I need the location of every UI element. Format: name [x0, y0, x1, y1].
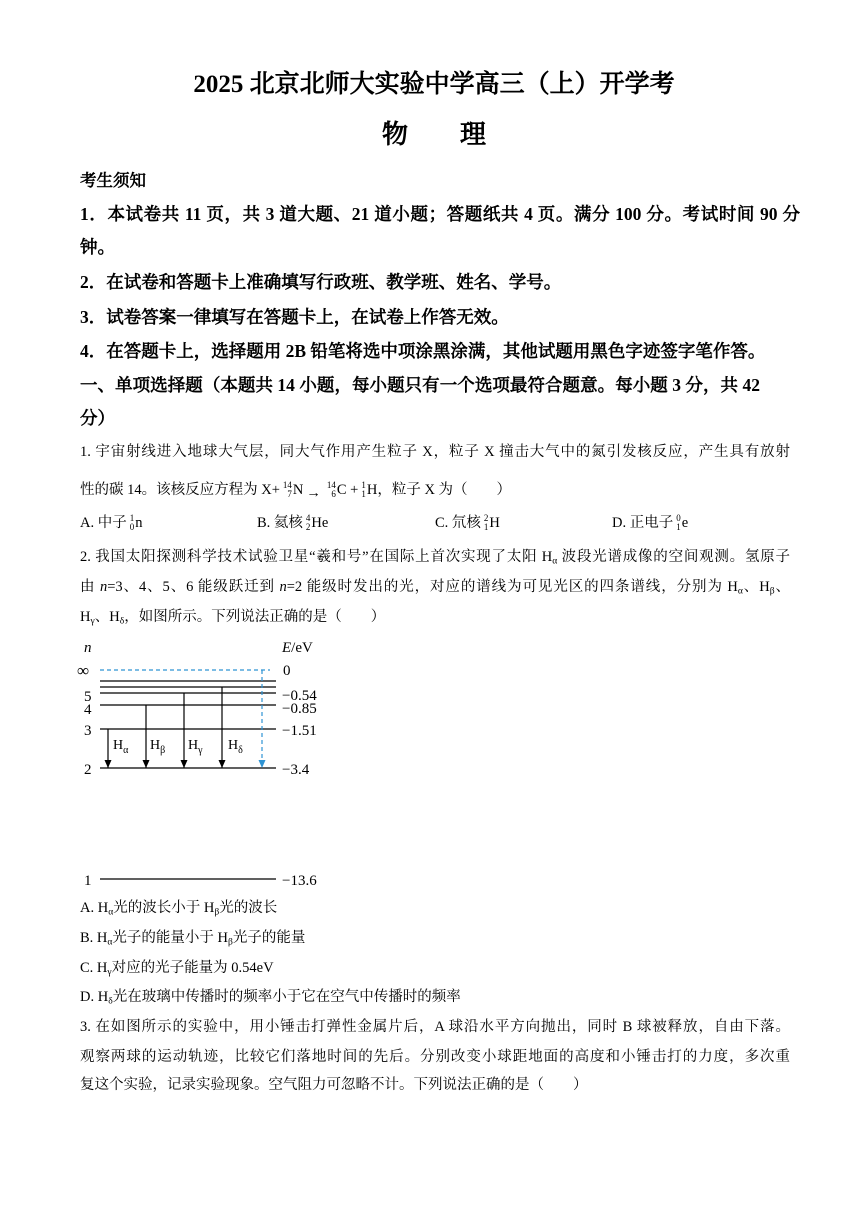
q2-stem-line-2	[80, 575, 790, 599]
level-label-2: 2	[84, 762, 92, 778]
q1-stem-line-2	[80, 478, 511, 502]
option-label: C. 氘核	[435, 515, 481, 531]
symbol-h: H	[759, 579, 770, 595]
symbol-h: H	[80, 609, 91, 625]
subscript: α	[108, 906, 114, 918]
notice-item-2: 2．在试卷和答题卡上准确填写行政班、教学班、姓名、学号。	[80, 272, 562, 292]
subscript: δ	[238, 745, 243, 756]
q3-stem-line-3: 复这个实验，记录实验现象。空气阻力可忽略不计。下列说法正确的是（ ）	[80, 1077, 588, 1093]
nuclide-numbers	[484, 514, 489, 532]
level-energy-4: −0.85	[282, 701, 317, 717]
stem-text: 、	[774, 579, 790, 595]
subscript: δ	[108, 995, 113, 1007]
level-energy-5: −0.54	[282, 688, 317, 704]
section-heading-continued: 分）	[80, 408, 115, 428]
q2-stem-line-1	[80, 545, 790, 569]
section-heading: 一、单项选择题（本题共 14 小题，每小题只有一个选项最符合题意。每小题 3 分，共 42	[80, 375, 760, 395]
symbol-h: H	[150, 738, 161, 753]
q1-option-c	[435, 511, 500, 535]
option-text: 光子的能量小于	[112, 930, 218, 946]
option-label: C.	[80, 960, 97, 976]
subscript: β	[160, 745, 166, 756]
nuclide-h1-numbers	[361, 481, 366, 499]
level-energy-infinity: 0	[283, 663, 291, 679]
option-label: D. 正电子	[612, 515, 674, 531]
option-text: 光子的能量	[232, 930, 306, 946]
stem-text: 2. 我国太阳探测科学技术试验卫星“羲和号”在国际上首次实现了太阳	[80, 549, 542, 565]
q1-option-b	[257, 511, 328, 535]
stem-text: =2 能级时发出的光，对应的谱线为可见光区的四条谱线，分别为	[286, 579, 728, 595]
notice-item-1-continued: 钟。	[80, 237, 115, 257]
q1-option-a	[80, 511, 142, 535]
transition-label-alpha	[113, 738, 129, 756]
transition-label-beta	[150, 738, 165, 756]
symbol-h: H	[96, 960, 108, 976]
q1-stem-text: 性的碳 14。该核反应方程为 X+	[80, 482, 280, 498]
nuclide-numbers	[130, 514, 135, 532]
level-label-5: 5	[84, 689, 92, 705]
nuclide-numbers	[676, 514, 681, 532]
axis-label-n: n	[84, 640, 92, 656]
nuclide-n14-numbers	[283, 481, 292, 499]
symbol-h: H	[727, 579, 738, 595]
notice-item-1: 1．本试卷共 11 页，共 3 道大题、21 道小题；答题纸共 4 页。满分 100 分。考试时间 90 分	[80, 204, 800, 224]
mass-number: 14	[326, 480, 336, 491]
energy-unit: /eV	[291, 640, 313, 656]
atomic-number: 2	[305, 522, 311, 532]
atomic-number: 7	[287, 489, 292, 499]
symbol-h: H	[113, 738, 124, 753]
atomic-number: 1	[361, 489, 366, 499]
subject-title: 物 理	[381, 120, 486, 149]
option-text: 光的波长小于	[113, 900, 204, 916]
subscript: α	[123, 745, 129, 756]
nuclide-symbol: N	[292, 482, 304, 498]
notice-item-4: 4．在答题卡上，选择题用 2B 铅笔将选中项涂黑涂满，其他试题用黑色字迹签字笔作答。	[80, 341, 766, 361]
variable-n: n	[99, 579, 108, 595]
q3-stem-line-1: 3. 在如图所示的实验中，用小锤击打弹性金属片后，A 球沿水平方向抛出，同时 B 球被释放，自由下落。	[80, 1019, 790, 1035]
option-text: 光的波长	[219, 900, 278, 916]
option-label: A. 中子	[80, 515, 127, 531]
level-energy-1: −13.6	[282, 873, 317, 889]
symbol-h: H	[188, 738, 199, 753]
nuclide-symbol: C	[336, 482, 347, 498]
q2-option-c	[80, 956, 274, 980]
level-label-1: 1	[84, 873, 92, 889]
energy-variable: E	[282, 640, 292, 656]
option-label: B.	[80, 930, 97, 946]
level-label-infinity: ∞	[77, 661, 90, 680]
option-label: D.	[80, 989, 98, 1005]
symbol-h: H	[228, 738, 239, 753]
q3-stem-line-2: 观察两球的运动轨迹，比较它们落地时间的先后。分别改变小球距地面的高度和小锤击打的力度，多次重	[80, 1049, 790, 1065]
symbol-h: H	[97, 989, 109, 1005]
q1-stem-text-end: ，粒子 X 为（ ）	[377, 482, 512, 498]
nuclide-symbol: n	[135, 515, 143, 531]
atomic-number: 1	[676, 522, 681, 532]
transition-label-delta	[228, 738, 243, 756]
symbol-h: H	[203, 900, 215, 916]
subscript: γ	[90, 615, 95, 627]
option-text: 光在玻璃中传播时的频率小于它在空气中传播时的频率	[112, 989, 461, 1005]
subscript: β	[214, 906, 220, 918]
subscript: α	[107, 936, 113, 948]
symbol-h: H	[96, 930, 108, 946]
variable-n: n	[279, 579, 287, 595]
stem-text: 、	[94, 609, 110, 625]
nuclide-numbers	[306, 514, 311, 532]
stem-text: =3、4、5、6 能级跃迁到	[107, 579, 280, 595]
stem-text: 波段光谱成像的空间观测。氢原子	[557, 549, 790, 565]
option-label: A.	[80, 900, 98, 916]
q2-option-a	[80, 896, 277, 920]
nuclide-c14-numbers	[327, 481, 336, 499]
energy-level-diagram	[60, 630, 340, 895]
subscript: β	[228, 936, 233, 948]
mass-number: 14	[282, 480, 292, 491]
subscript: α	[552, 555, 558, 567]
plus-sign: +	[350, 482, 359, 498]
nuclide-symbol: He	[311, 515, 329, 531]
level-label-3: 3	[84, 723, 92, 739]
subscript: β	[769, 585, 775, 597]
option-text: 对应的光子能量为 0.54eV	[111, 960, 274, 976]
level-energy-2: −3.4	[282, 762, 310, 778]
mass-number: 1	[361, 480, 366, 491]
mass-number: 4	[305, 513, 311, 524]
mass-number: 2	[483, 513, 489, 524]
symbol-h: H	[217, 930, 229, 946]
axis-label-energy	[281, 640, 313, 656]
stem-text: 、	[742, 579, 760, 595]
nuclide-symbol: H	[366, 482, 378, 498]
q2-option-d	[80, 985, 461, 1009]
q2-option-b	[80, 926, 305, 950]
mass-number: 1	[129, 513, 135, 524]
subscript: γ	[198, 745, 203, 756]
exam-title: 2025 北京北师大实验中学高三（上）开学考	[193, 71, 675, 98]
notice-heading: 考生须知	[80, 171, 146, 190]
notice-item-3: 3．试卷答案一律填写在答题卡上，在试卷上作答无效。	[80, 307, 509, 327]
symbol-h: H	[97, 900, 109, 916]
q1-option-d	[612, 511, 688, 535]
atomic-number: 0	[129, 522, 135, 532]
q2-stem-line-3	[80, 605, 385, 629]
subscript: α	[737, 585, 743, 597]
symbol-h: H	[109, 609, 120, 625]
stem-text: ，如图所示。下列说法正确的是（ ）	[124, 609, 386, 625]
mass-number: 0	[676, 513, 681, 524]
stem-text: 由	[80, 579, 100, 595]
level-energy-3: −1.51	[282, 723, 317, 739]
q1-stem-line-1: 1. 宇宙射线进入地球大气层，同大气作用产生粒子 X，粒子 X 撞击大气中的氮引发核反应，产生具有放射	[80, 444, 790, 460]
option-label: B. 氦核	[257, 515, 303, 531]
reaction-arrow: →	[306, 485, 321, 501]
atomic-number: 1	[483, 522, 489, 532]
nuclide-symbol: H	[489, 515, 500, 531]
subscript: δ	[119, 615, 125, 627]
level-label-4: 4	[84, 702, 92, 718]
subscript: γ	[107, 966, 112, 978]
atomic-number: 6	[331, 489, 336, 499]
transition-label-gamma	[188, 738, 203, 756]
symbol-h: H	[541, 549, 553, 565]
nuclide-symbol: e	[681, 515, 689, 531]
